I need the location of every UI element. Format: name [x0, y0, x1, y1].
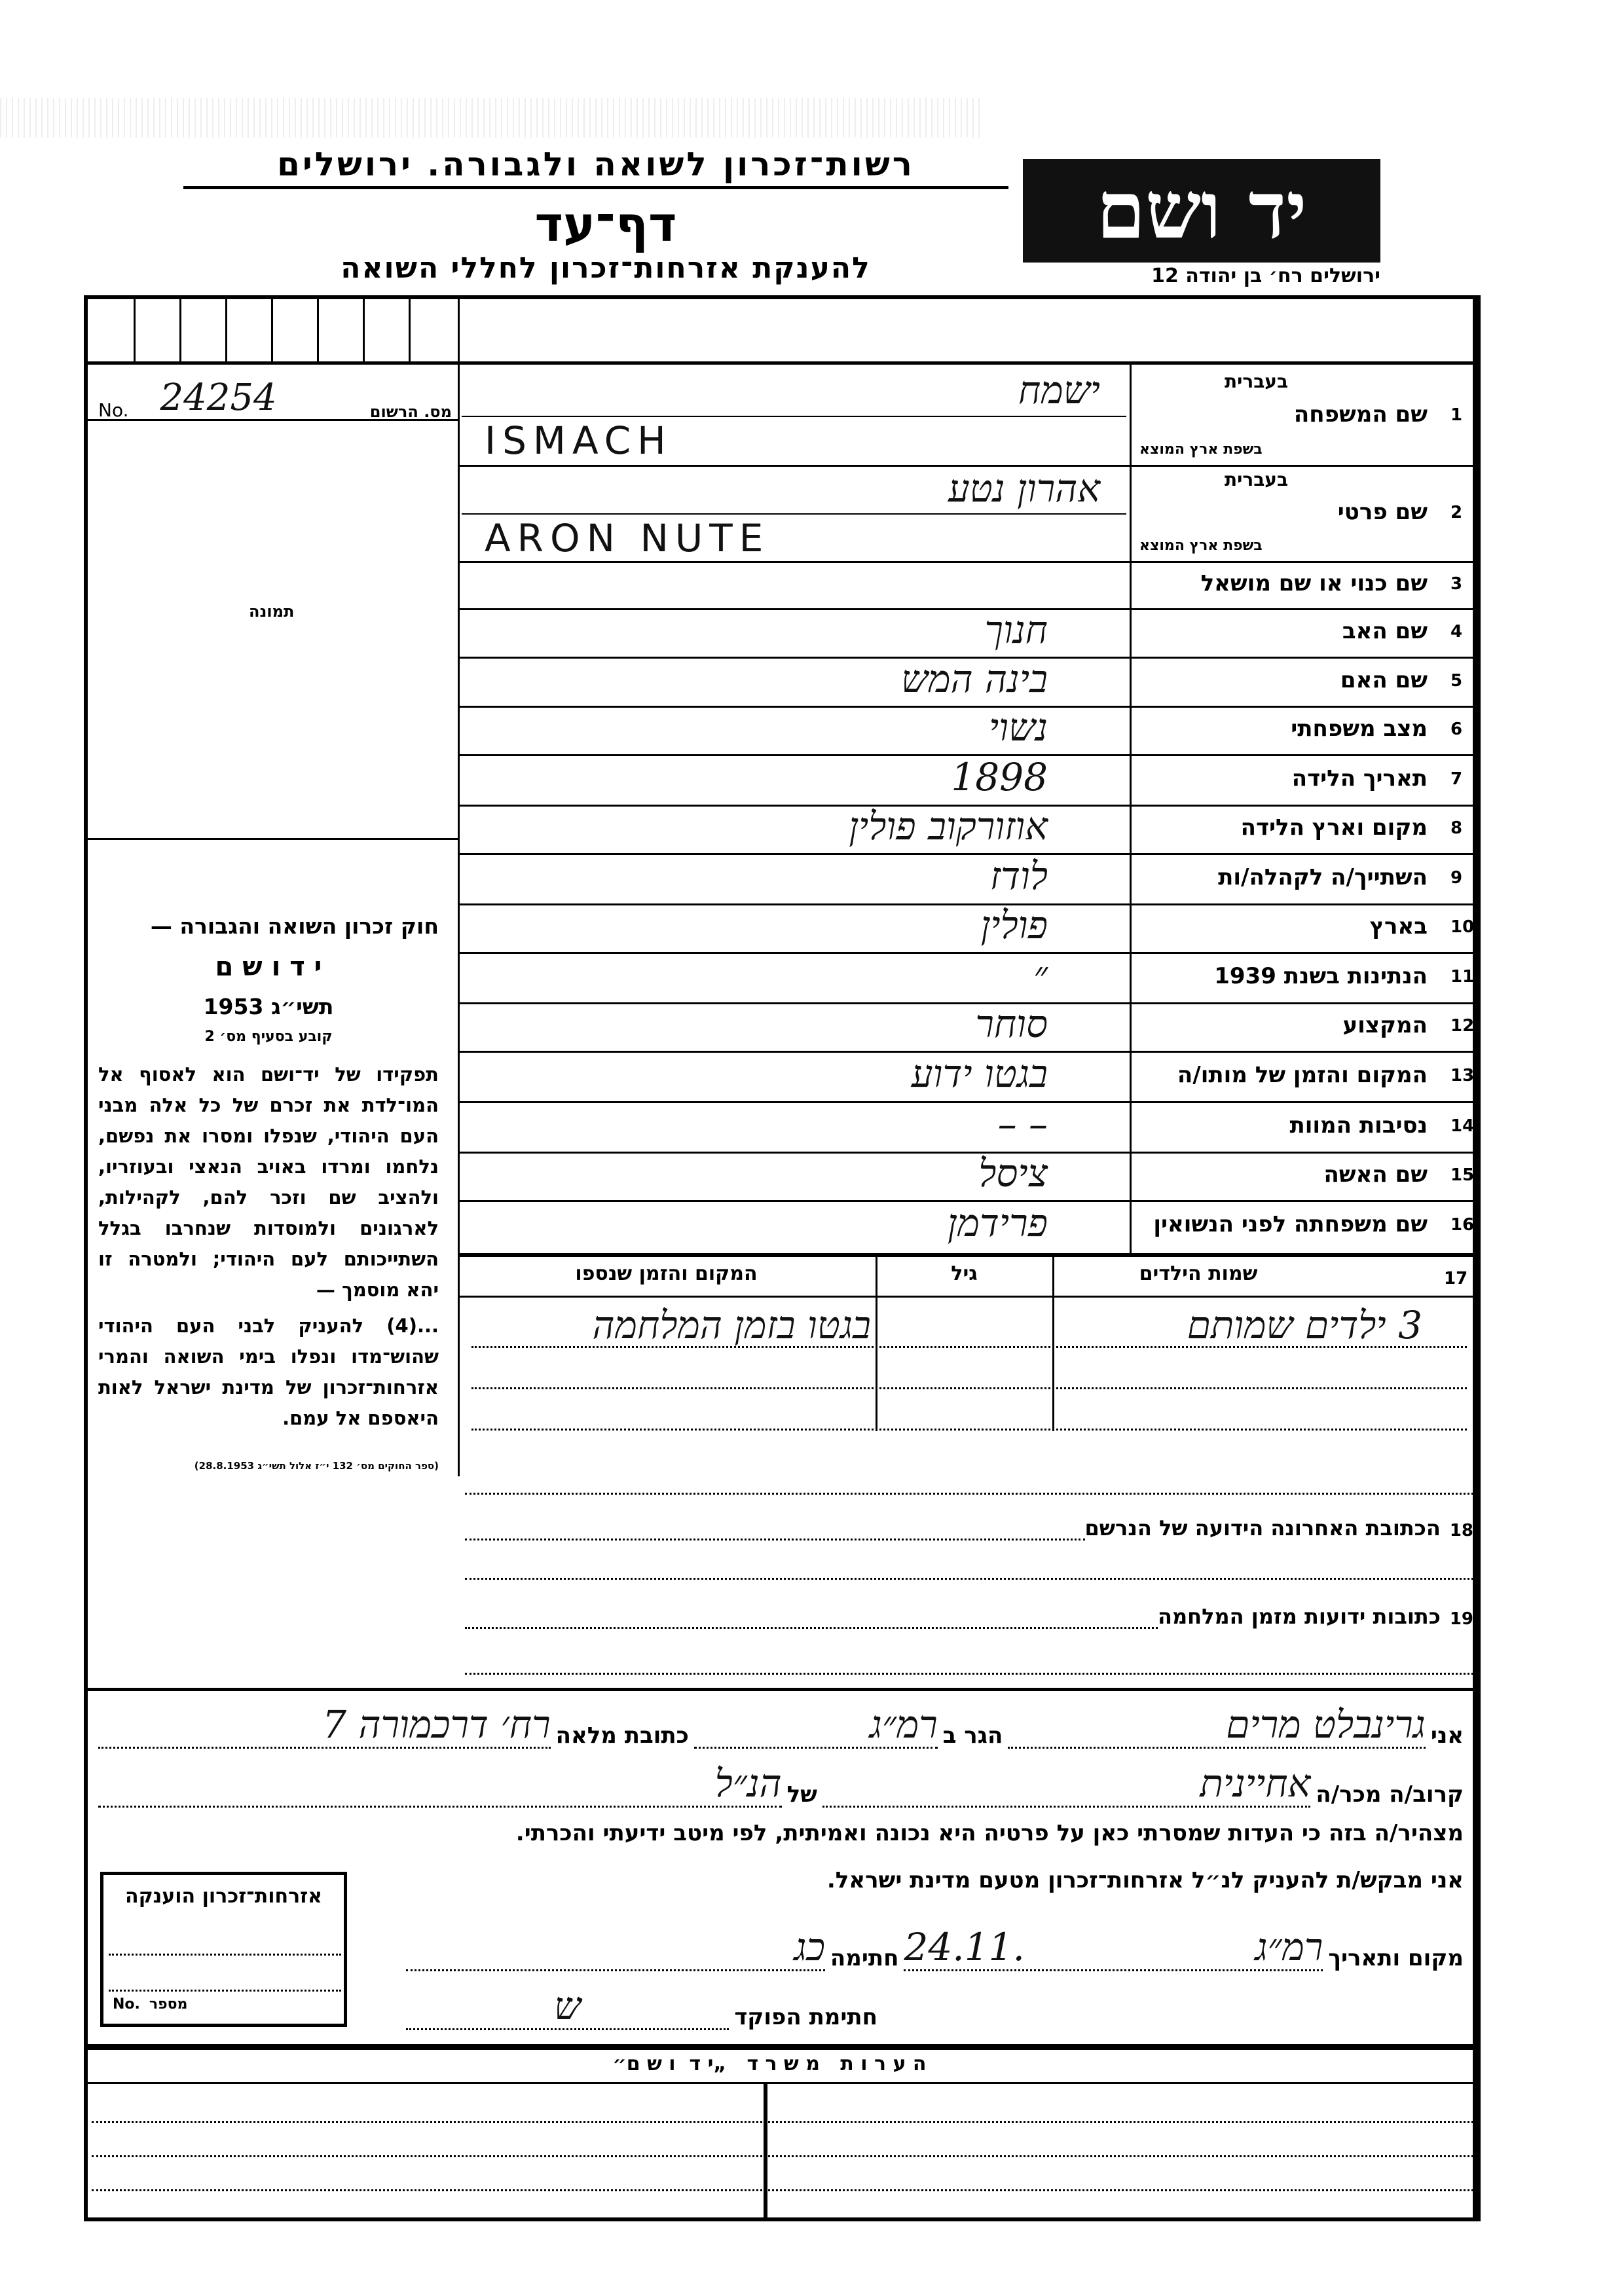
resides-label: הגר ב [942, 1722, 1003, 1749]
granted-number-field[interactable] [113, 1996, 187, 2013]
field-10-number: 10 [1450, 917, 1475, 937]
address-line-1 [465, 1578, 1473, 1580]
submitter-name[interactable]: גרינבלט מרים [1008, 1702, 1426, 1749]
field-14-value[interactable]: – – [997, 1101, 1048, 1146]
relation-line [98, 1761, 1464, 1808]
field-1-hebrew-value[interactable]: ישמח [1018, 368, 1100, 412]
field-9-label: השתייך/ה לקהלה/ות [1218, 864, 1428, 890]
granted-number-label: מספר [149, 1996, 188, 2013]
law-title: חוק זכרון השואה והגבורה — [150, 913, 439, 939]
item-19-input[interactable] [465, 1627, 1158, 1629]
children-line-1 [471, 1346, 1467, 1348]
field-1-number: 1 [1450, 405, 1463, 425]
field-4-number: 4 [1450, 622, 1463, 642]
i-label: אני [1430, 1722, 1464, 1749]
date-value: 24.11. [904, 1925, 1025, 1969]
item-19-row[interactable] [465, 1604, 1473, 1629]
hebrew-sublabel: בעברית [1225, 469, 1289, 490]
photo-label: תמונה [249, 602, 295, 621]
officer-signature-line [406, 1984, 877, 2030]
field-5-label: שם האם [1340, 666, 1428, 693]
address-line-2 [465, 1673, 1473, 1675]
children-top-border [458, 1253, 1477, 1257]
children-line-2 [471, 1387, 1467, 1389]
field-10-label: בארץ [1369, 913, 1428, 939]
field-6-number: 6 [1450, 720, 1463, 739]
field-13-value[interactable]: בגטו ידוע [911, 1051, 1048, 1096]
field-6-value[interactable]: נשוי [989, 705, 1048, 750]
digit-box-divider [409, 299, 411, 361]
digit-box-divider [179, 299, 181, 361]
children-col-divider-1 [1052, 1254, 1054, 1431]
child-names-cell[interactable] [1056, 1303, 1422, 1347]
law-year: תשי״ג 1953 [203, 994, 334, 1019]
field-7-value[interactable]: 1898 [951, 754, 1048, 799]
remarks-title: ה ע ר ו ת מ ש ר ד „י ד ו ש ם״ [612, 2052, 927, 2075]
granted-no-label: No. [113, 1996, 140, 2013]
submitter-line [98, 1702, 1464, 1749]
officer-signature-label: חתימת הפוקד [734, 2004, 877, 2030]
field-15-number: 15 [1450, 1165, 1475, 1185]
child-names-value: 3 ילדים שמותם [1187, 1303, 1422, 1347]
law-paragraph-1: תפקידו של יד־ושם הוא לאסוף אל המו־לדת את זכרם של כל אלה מבני העם היהודי, שנפלו ומסרו את נפשם, נלחמו ומרדו באויב הנאצי ובעוזריו, ולהציב שם וזכר להם, לקהילות, לארגונים ולמוסדות שנחרבו בגלל השתייכותם לעם היהודי; ולמטרה זו יהא מוסמך — [98, 1063, 439, 1301]
item-18-row[interactable] [465, 1516, 1473, 1540]
signature-value[interactable]: כג [406, 1925, 825, 1971]
place-date-label: מקום ותאריך [1328, 1945, 1464, 1971]
field-4-label: שם האב [1342, 618, 1428, 644]
item-19-number: 19 [1449, 1609, 1473, 1629]
full-address-label: כתובת מלאה [555, 1722, 689, 1749]
top-strip-divider [88, 361, 1476, 365]
field-11-number: 11 [1450, 966, 1475, 987]
field-2-origin-value[interactable]: ARON NUTE [485, 515, 770, 560]
logo-text: יד ושם [1096, 164, 1307, 257]
field-4-value[interactable]: חנוך [984, 608, 1048, 652]
row-divider [458, 561, 1477, 563]
address-line: ירושלים רח׳ בן יהודה 12 [1151, 264, 1380, 287]
field-11-value[interactable]: ״ [1033, 952, 1048, 997]
declaration-top-border [88, 1688, 1476, 1691]
field-3-label: שם כנוי או שם מושאל [1200, 570, 1428, 596]
field-2-label: שם פרטי [1337, 498, 1428, 525]
field-12-label: המקצוע [1342, 1012, 1428, 1038]
children-age-header: גיל [951, 1262, 978, 1285]
remarks-header-border [88, 2082, 1476, 2084]
photo-area[interactable] [98, 432, 452, 838]
item-19-label: כתובות ידועות מזמן המלחמה [1157, 1604, 1441, 1629]
law-clause: קובע בסעיף מס׳ 2 [204, 1029, 333, 1045]
origin-language-sublabel: בשפת ארץ המוצא [1139, 441, 1263, 458]
children-header-border [458, 1296, 1477, 1298]
law-name: י ד ו ש ם [215, 952, 322, 982]
field-2-number: 2 [1450, 502, 1463, 522]
field-1-origin-value[interactable]: ISMACH [485, 418, 673, 463]
field-5-number: 5 [1450, 670, 1463, 691]
digit-box-divider [225, 299, 227, 361]
hebrew-sublabel: בעברית [1225, 371, 1289, 392]
field-15-label: שם האשה [1323, 1161, 1428, 1188]
field-1-label: שם המשפחה [1293, 401, 1428, 428]
of-label: של [786, 1781, 817, 1808]
photo-divider [88, 838, 458, 840]
field-9-number: 9 [1450, 867, 1463, 888]
digit-box-divider [363, 299, 365, 361]
form-subtitle: להענקת אזרחות־זכרון לחללי השואה [341, 251, 871, 285]
field-14-label: נסיבות המוות [1289, 1112, 1428, 1139]
item-18-label: הכתובת האחרונה הידועה של הנרשם [1084, 1516, 1441, 1540]
children-place-header: המקום והזמן שנספו [575, 1262, 758, 1285]
child-place-cell[interactable] [471, 1303, 871, 1347]
place-date-input[interactable] [904, 1925, 1323, 1971]
field-5-value[interactable]: בינה המש [901, 656, 1048, 701]
registry-number-field [98, 376, 452, 421]
digit-box-divider [317, 299, 319, 361]
subrow-divider [462, 513, 1126, 515]
relation-label: קרוב/ה מכר/ה [1316, 1781, 1464, 1808]
children-line-3 [471, 1429, 1467, 1430]
field-16-value[interactable]: פרידמן [947, 1200, 1048, 1245]
field-14-number: 14 [1450, 1116, 1475, 1136]
scan-noise [0, 98, 982, 137]
label-column-divider [1130, 361, 1132, 1254]
remarks-area[interactable] [92, 2085, 1473, 2216]
field-8-label: מקום וארץ הלידה [1240, 814, 1428, 841]
law-paragraph-2: ...(4) להעניק לבני העם היהודי שהוש־מדו ונפלו בימי השואה והמרי אזרחות־זכרון של מדינת ישראל לאות היאספם אל עמם. [98, 1315, 439, 1429]
subrow-divider [462, 416, 1126, 417]
item-18-number: 18 [1449, 1521, 1473, 1540]
field-9-value[interactable]: לודז [989, 853, 1048, 898]
field-16-number: 16 [1450, 1214, 1475, 1235]
remarks-top-border [88, 2044, 1476, 2050]
of-value[interactable]: הנ״ל [98, 1761, 782, 1808]
child-place-value: בגטו בזמן המלחמה [592, 1303, 871, 1347]
field-6-label: מצב משפחתי [1291, 716, 1428, 742]
field-8-value[interactable]: אוזורקוב פולין [849, 804, 1048, 848]
origin-language-sublabel: בשפת ארץ המוצא [1139, 538, 1263, 554]
digit-box-divider [134, 299, 136, 361]
granted-title: אזרחות־זכרון הוענקה [124, 1885, 323, 1908]
address-line-0 [465, 1493, 1473, 1495]
field-15-value[interactable]: ציסל [978, 1151, 1048, 1195]
form-title: דף־עד [534, 196, 677, 253]
field-12-value[interactable]: סוחר [975, 1002, 1048, 1046]
registry-divider [88, 419, 458, 421]
field-8-number: 8 [1450, 818, 1463, 838]
field-11-label: הנתינות בשנת 1939 [1214, 962, 1428, 989]
granted-line [109, 1954, 341, 1956]
law-citation: (ספר החוקים מס׳ 132 י״ז אלול תשי״ג 28.8.1953) [194, 1460, 439, 1472]
field-13-label: המקום והזמן של מותו/ה [1177, 1061, 1428, 1088]
law-excerpt [98, 913, 439, 1472]
children-names-header: שמות הילדים [1139, 1262, 1258, 1285]
relation-value[interactable]: אחיינית [822, 1761, 1310, 1808]
registry-number: 24254 [134, 376, 364, 421]
granted-number-line [109, 1990, 341, 1992]
item-18-input[interactable] [465, 1539, 1085, 1540]
submitter-city[interactable]: רמ״ג [694, 1702, 938, 1749]
signature-label: חתימה [830, 1945, 899, 1971]
place-date-line [406, 1925, 1464, 1971]
field-7-number: 7 [1450, 769, 1463, 789]
officer-signature-value[interactable]: ש [406, 1984, 729, 2030]
place-value: רמ״ג [1255, 1925, 1323, 1969]
registry-number-label: מס. הרשום [369, 403, 452, 421]
item-17-number: 17 [1444, 1269, 1468, 1288]
no-label: No. [98, 399, 129, 421]
field-10-value[interactable]: פולין [980, 903, 1048, 947]
authority-title: רשות־זכרון לשואה ולגבורה. ירושלים [183, 145, 1008, 189]
field-7-label: תאריך הלידה [1291, 765, 1428, 792]
declaration-statement: מצהיר/ה בזה כי העדות שמסרתי כאן על פרטיה היא נכונה ואמיתית, לפי מיטב ידיעתי והכרתי. [515, 1820, 1464, 1846]
left-column-divider [458, 299, 460, 1476]
yad-vashem-logo [1023, 159, 1380, 263]
field-13-number: 13 [1450, 1065, 1475, 1085]
field-16-label: שם משפחתה לפני הנשואין [1153, 1211, 1428, 1237]
field-12-number: 12 [1450, 1016, 1475, 1036]
declaration-request: אני מבקש/ת להעניק לנ״ל אזרחות־זכרון מטעם מדינת ישראל. [826, 1867, 1464, 1893]
citizenship-granted-box [100, 1872, 347, 2027]
digit-box-divider [271, 299, 273, 361]
field-2-hebrew-value[interactable]: אהרון נטע [948, 466, 1100, 511]
field-3-number: 3 [1450, 574, 1463, 594]
submitter-full-address[interactable]: רח׳ דרכמורה 7 [98, 1702, 551, 1749]
